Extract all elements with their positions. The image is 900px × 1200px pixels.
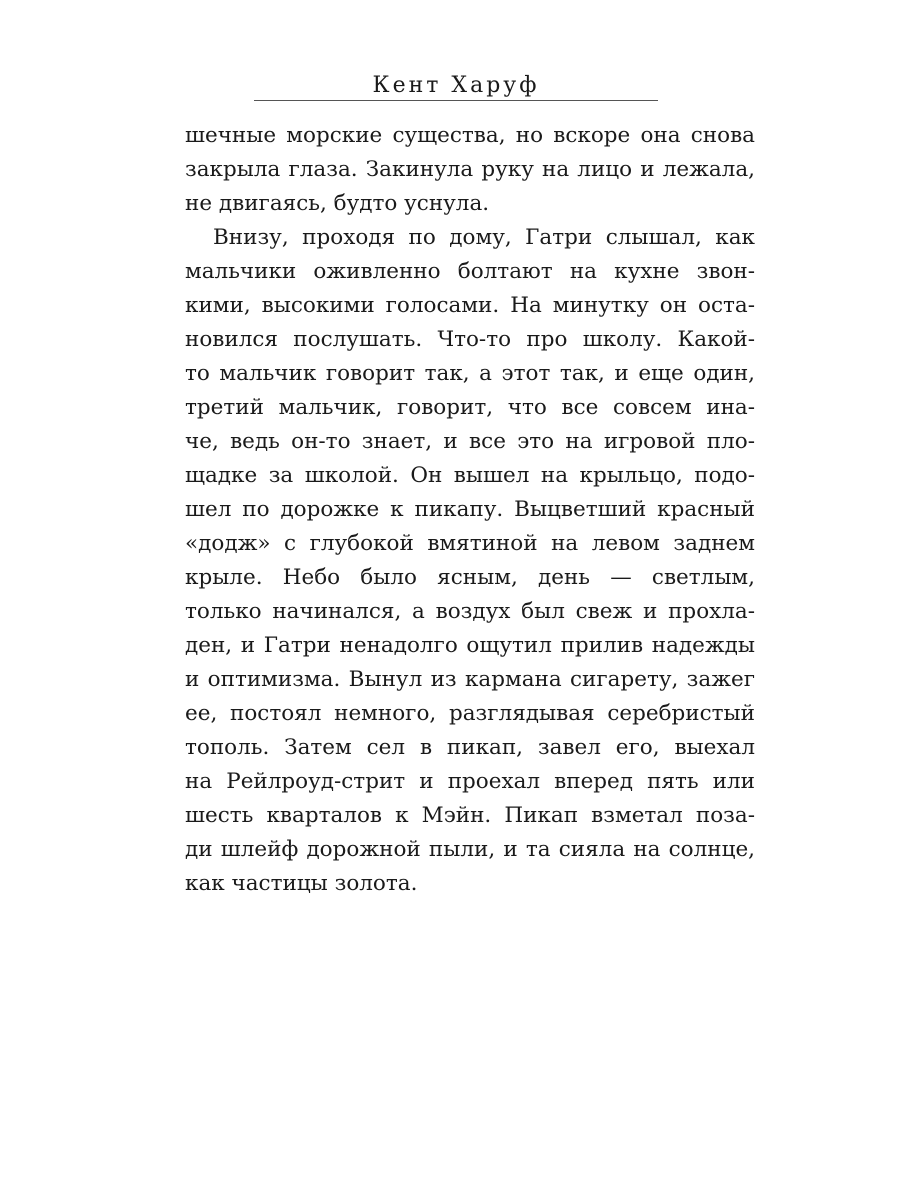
paragraph xyxy=(185,221,755,901)
text-line: щадке за школой. Он вышел на крыльцо, подо- xyxy=(185,463,755,488)
text-line: «додж» с глубокой вмятиной на левом заднем xyxy=(185,531,755,556)
text-line: на Рейлроуд-стрит и проехал вперед пять или xyxy=(185,769,755,794)
text-line: Внизу, проходя по дому, Гатри слышал, как xyxy=(213,225,755,250)
text-line: закрыла глаза. Закинула руку на лицо и лежала, xyxy=(185,157,755,182)
text-line: тополь. Затем сел в пикап, завел его, выехал xyxy=(185,735,755,760)
text-line: третий мальчик, говорит, что все совсем ина- xyxy=(185,395,755,420)
text-line: новился послушать. Что-то про школу. Какой- xyxy=(185,327,755,352)
text-line: шел по дорожке к пикапу. Выцветший красный xyxy=(185,497,755,522)
text-line: не двигаясь, будто уснула. xyxy=(185,191,490,216)
text-line: как частицы золота. xyxy=(185,871,418,896)
header-rule xyxy=(254,100,658,101)
text-line: и оптимизма. Вынул из кармана сигарету, зажег xyxy=(185,667,755,692)
text-line: шечные морские существа, но вскоре она снова xyxy=(185,123,755,148)
running-head-author: Кент Харуф xyxy=(372,73,540,98)
text-line: ден, и Гатри ненадолго ощутил прилив надежды xyxy=(185,633,755,658)
body-text xyxy=(185,119,755,901)
text-line: ее, постоял немного, разглядывая серебристый xyxy=(185,701,755,726)
text-line: то мальчик говорит так, а этот так, и еще один, xyxy=(185,361,755,386)
text-line: крыле. Небо было ясным, день — светлым, xyxy=(185,565,755,590)
paragraph xyxy=(185,119,755,221)
text-line: только начинался, а воздух был свеж и прохла- xyxy=(185,599,755,624)
text-line: ди шлейф дорожной пыли, и та сияла на солнце, xyxy=(185,837,755,862)
text-line: шесть кварталов к Мэйн. Пикап взметал поза- xyxy=(185,803,755,828)
text-line: че, ведь он-то знает, и все это на игровой пло- xyxy=(185,429,755,454)
text-line: мальчики оживленно болтают на кухне звон- xyxy=(185,259,755,284)
text-line: кими, высокими голосами. На минутку он оста- xyxy=(185,293,755,318)
